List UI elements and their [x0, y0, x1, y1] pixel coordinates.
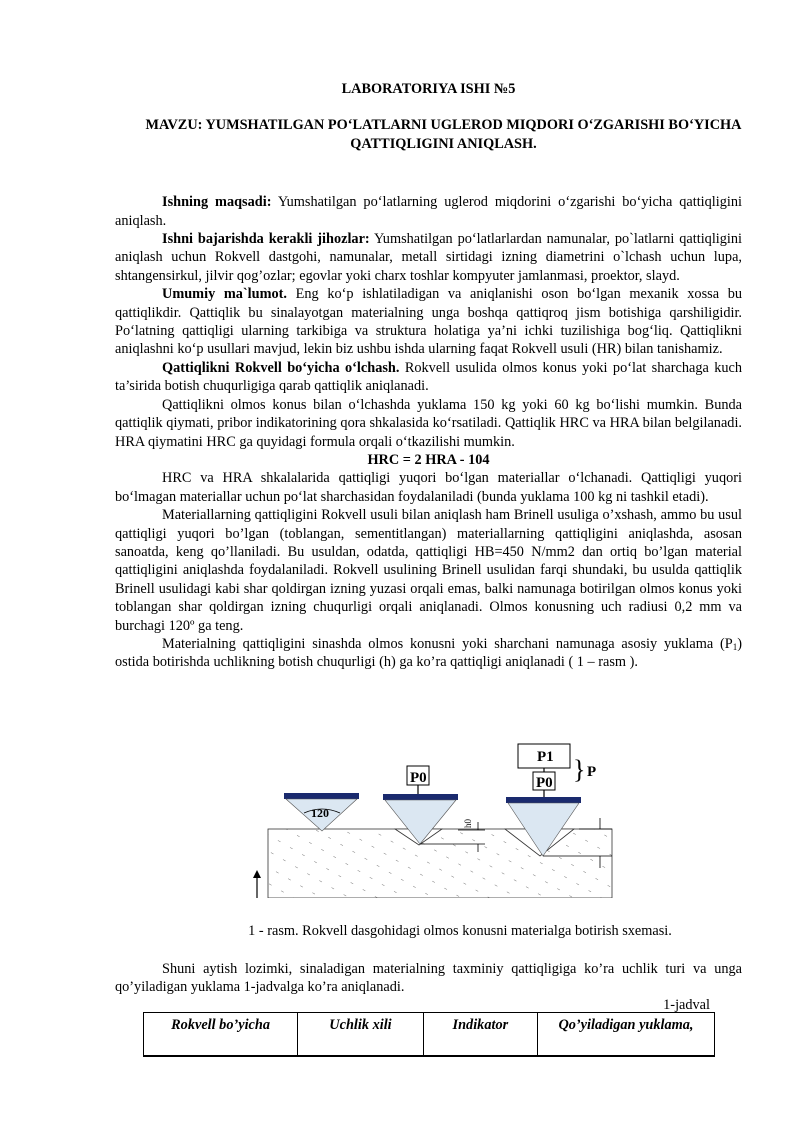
paragraph-rockwell [115, 359, 742, 396]
depth-text-b: ) ostida botirishda uchlikning botish chuqurligi (h) ga ko’ra qattiqligi aniqlanadi ( 1 – rasm ). [115, 635, 742, 671]
goal-label: Ishning maqsadi: [162, 194, 272, 211]
lab-title: LABORATORIYA ISHI №5 [341, 81, 516, 97]
paragraph-cone: Qattiqlikni olmos konus bilan o‘lchashda yuklama 150 kg yoki 60 kg bo‘lishi mumkin. Bunda qattiqlik qiymati, pribor indikatorining qora shkalasida ko‘rsatiladi. Qattiqlik HRC va HRA bilan belgilanadi. HRA qiymatini HRC ga quyidagi formula orqali o‘tkazilishi mumkin. [115, 396, 742, 450]
brace: } [573, 755, 586, 784]
indenter-1-plate [284, 793, 359, 799]
p1-label: P1 [537, 749, 554, 765]
goal-text: Yumshatilgan po‘latlarning uglerod miqdorini o‘zgarishi bo‘yicha qattiqligini aniqlash. [115, 194, 742, 229]
table-label: 1-jadval [663, 997, 710, 1013]
formula: HRC = 2 HRA - 104 [367, 451, 490, 468]
paragraph-goal [115, 193, 742, 230]
document-body [115, 193, 742, 672]
general-label: Umumiy ma`lumot. [162, 286, 288, 303]
equipment-label: Ishni bajarishda kerakli jihozlar: [162, 231, 370, 248]
indenter-3-plate [506, 797, 581, 803]
paragraph-scales: HRC va HRA shkalalarida qattiqligi yuqori bo‘lgan materiallar o‘lchanadi. Qattiqligi yuqori bo‘lmagan materiallar uchun po‘lat sharchasidan foydalaniladi (bunda yuklama 100 kg ni tashkil etadi). [115, 470, 742, 505]
paragraph-equipment [115, 230, 742, 285]
paragraph-depth [115, 635, 742, 672]
rockwell-diagram [240, 738, 618, 898]
general-text: Eng ko‘p ishlatiladigan va aniqlanishi oson bo‘lgan mexanik xossa bu qattiqlikdir. Qattiqlik bu sinalayotgan materialning unga boshqa qattiqroq jism botishiga qarshiligidir. Po‘latning qattiqligi ularning tarkibiga va struktura holatiga ya’ni ichki tuzilishiga bog‘liq. Qattiqlikni aniqlashni ko‘p usullari mavjud, lekin biz ushbu ishda ularning faqat Rokvell usuli (HR) bilan tanishamiz. [115, 286, 742, 358]
p-label: P [587, 764, 597, 780]
table-header-cell: Uchlik xili [298, 1013, 424, 1057]
table-header-cell: Qo’yiladigan yuklama, [537, 1013, 714, 1057]
p0-label-2: P0 [536, 775, 553, 791]
paragraph-brinell: Materiallarning qattiqligini Rokvell usuli bilan aniqlash ham Brinell usuliga o’xshash, ammo bu usul qattiqligi yuqori bo’lgan (toblangan, sementitlangan) materiallarning qattiqligini aniqlashda, asosan sanoatda, keng qo’llaniladi. Bu usuldan, odatda, qattiqligi HB=450 N/mm2 dan ortiq bo’lgan material qattiqligini aniqlashda foydalaniladi. Rokvell usulining Brinell usulidan farqi shundaki, bu usulda qattiqlik Brinell usulidagi kabi shar qoldirgan izning yuzasi orqali emas, balki namunaga botirilgan olmos konus yoki toblangan shar qoldirgan izning chuqurligi orqali aniqlanadi. Olmos konusning uch radiusi 0,2 mm va burchagi 120º ga teng. [115, 507, 742, 634]
rockwell-label: Qattiqlikni Rokvell bo‘yicha o‘lchash. [162, 359, 400, 376]
p0-label-1: P0 [410, 770, 427, 786]
figure-caption: 1 - rasm. Rokvell dasgohidagi olmos konusni materialga botirish sxemasi. [248, 923, 672, 939]
rockwell-text: Rokvell usulida olmos konus yoki po‘lat sharchaga kuch ta’sirida botish chuqurligiga qarab qattiqlik aniqlanadi. [115, 359, 743, 395]
topic-heading: MAVZU: YUMSHATILGAN PO‘LATLARNI UGLEROD MIQDORI O‘ZGARISHI BO‘YICHA QATTIQLIGINI ANIQLASH. [145, 117, 742, 152]
paragraph-general [115, 285, 742, 359]
depth-subscript: 1 [732, 641, 738, 652]
after-text: Shuni aytish lozimki, sinaladigan materialning taxminiy qattiqligiga ko’ra uchlik turi va unga qo’yiladigan yuklama 1-jadvalga ko’ra aniqlanadi. [115, 961, 742, 996]
angle-label: 120 [311, 806, 329, 820]
table-header-row [144, 1013, 715, 1057]
document-page [115, 68, 742, 672]
indenter-2-plate [383, 794, 458, 800]
h0-label: h0 [463, 819, 473, 828]
depth-text-a: Materialning qattiqligini sinashda olmos konusni yoki sharchani namunaga asosiy yuklama (P [162, 635, 733, 652]
table-header-cell: Rokvell bo’yicha [144, 1013, 298, 1057]
equipment-text: Yumshatilgan po‘latlarlardan namunalar, po`latlarni qattiqligini aniqlash uchun Rokvell dastgohi, namunalar, metall sirtidagi izning diametrini o`lchash uchun lupa, shtangensirkul, jilvir qog’ozlar; egovlar yoki charx toshlar kompyuter jamlanmasi, proektor, slayd. [115, 231, 742, 284]
table-header-cell: Indikator [423, 1013, 537, 1057]
hardness-table [143, 1012, 715, 1057]
after-paragraph [115, 960, 742, 997]
left-arrow-head [253, 870, 261, 878]
